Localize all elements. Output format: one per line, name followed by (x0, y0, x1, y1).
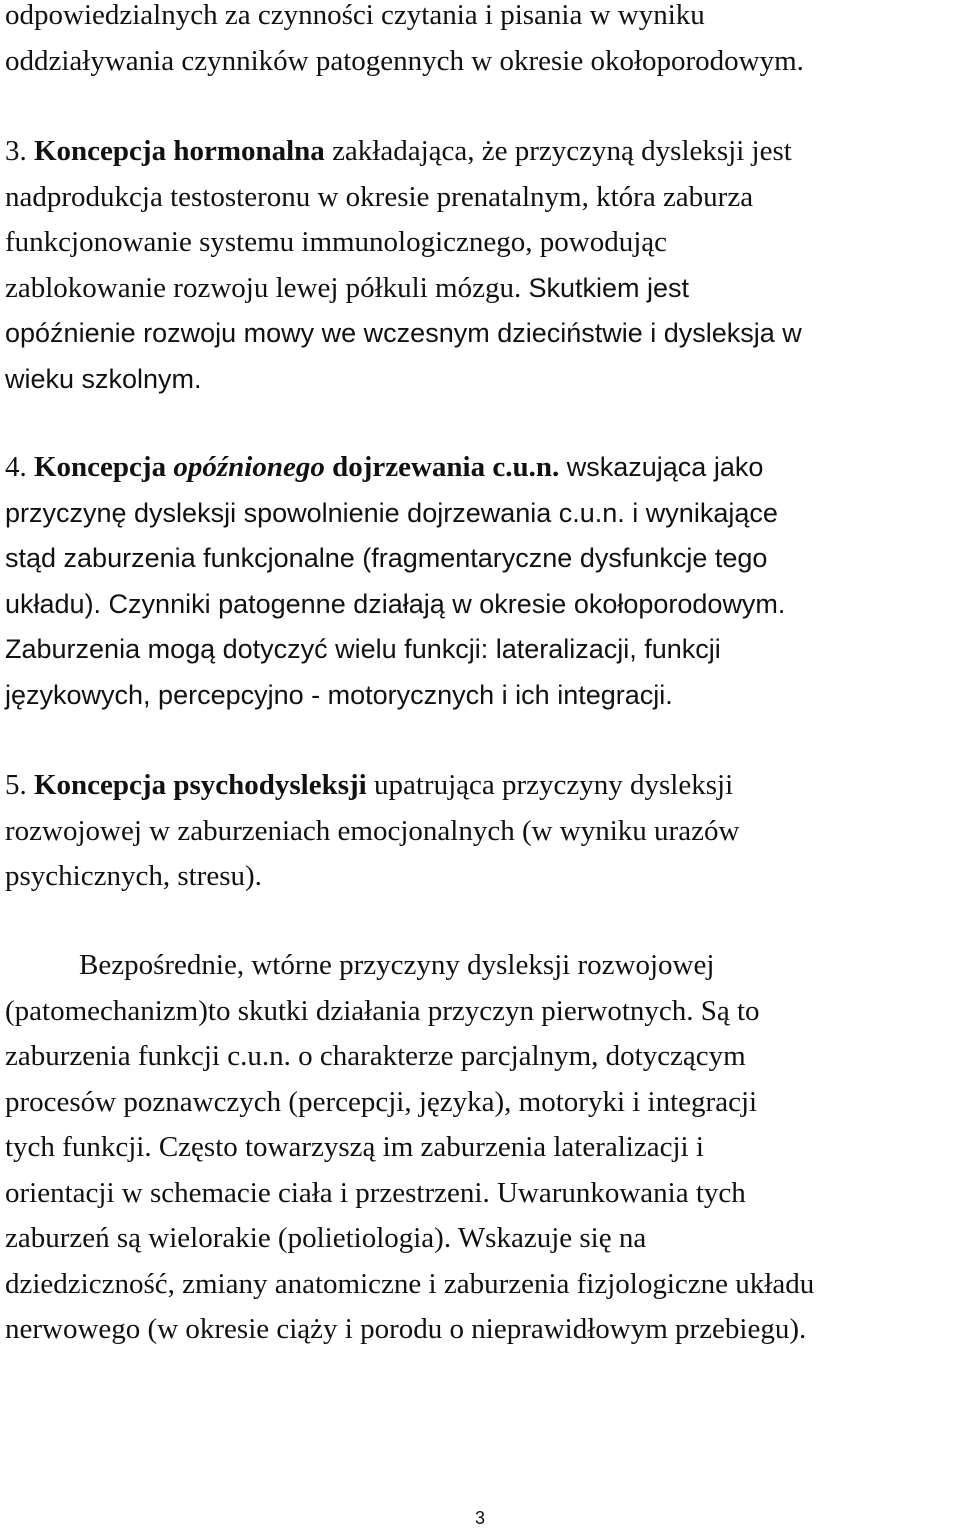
text-line: Zaburzenia mogą dotyczyć wielu funkcji: lateralizacji, funkcji (5, 634, 721, 664)
text-line: orientacji w schemacie ciała i przestrzeni. Uwarunkowania tych (5, 1176, 746, 1209)
text-line: Bezpośrednie, wtórne przyczyny dysleksji rozwojowej (79, 949, 715, 981)
text-line: wieku szkolnym. (5, 363, 202, 394)
text-line: przyczynę dysleksji spowolnienie dojrzewania c.u.n. i wynikające (5, 497, 778, 528)
text-line: oddziaływania czynników patogennych w okresie okołoporodowym. (5, 44, 804, 77)
text-line (5, 763, 739, 809)
text-line: rozwojowej w zaburzeniach emocjonalnych (w wyniku urazów (5, 814, 740, 847)
item-5-paragraph (5, 763, 739, 900)
item-4-paragraph (5, 445, 785, 718)
item-title: Koncepcja hormonalna (34, 135, 325, 167)
text-line: dziedziczność, zmiany anatomiczne i zaburzenia fizjologiczne układu (5, 1267, 815, 1300)
text-line: (patomechanizm)to skutki działania przyczyn pierwotnych. Są to (5, 994, 760, 1027)
item-3-paragraph (5, 129, 802, 402)
item-number: 5. (5, 769, 34, 801)
text-line (5, 445, 785, 491)
text-line: językowych, percepcyjno - motorycznych i ich integracji. (5, 679, 673, 710)
text-line: funkcjonowanie systemu immunologicznego, powodując (5, 226, 668, 258)
continuation-paragraph (5, 0, 804, 84)
item-number: 4. (5, 451, 34, 483)
text-line: zaburzeń są wielorakie (polietiologia). Wskazuje się na (5, 1222, 647, 1254)
text-line: stąd zaburzenia funkcjonalne (fragmentaryczne dysfunkcje tego (5, 543, 768, 573)
item-number: 3. (5, 135, 34, 167)
text-line: psychicznych, stresu). (5, 860, 262, 892)
item-title: Koncepcja (34, 451, 174, 483)
item-title: Koncepcja psychodysleksji (34, 769, 367, 801)
text-fragment: Skutkiem jest (528, 272, 690, 303)
text-fragment: zablokowanie rozwoju lewej półkuli mózgu. (5, 271, 529, 304)
text-line: nadprodukcja testosteronu w okresie prenatalnym, która zaburza (5, 180, 754, 213)
text-line: zaburzenia funkcji c.u.n. o charakterze parcjalnym, dotyczącym (5, 1040, 746, 1072)
text-line: procesów poznawczych (percepcji, języka), motoryki i integracji (5, 1085, 758, 1118)
text-fragment: zakładająca, że przyczyną dysleksji jest (324, 135, 792, 167)
item-title-italic: opóźnionego (173, 451, 325, 483)
text-line: odpowiedzialnych za czynności czytania i pisania w wyniku (5, 0, 705, 31)
text-fragment: wskazująca jako (559, 452, 764, 482)
text-line: opóźnienie rozwoju mowy we wczesnym dzieciństwie i dysleksja w (5, 318, 802, 348)
text-line: tych funkcji. Często towarzyszą im zaburzenia lateralizacji i (5, 1131, 704, 1163)
text-line: nerwowego (w okresie ciąży i porodu o nieprawidłowym przebiegu). (5, 1313, 807, 1345)
item-title: dojrzewania c.u.n. (324, 451, 560, 483)
text-line: układu). Czynniki patogenne działają w okresie okołoporodowym. (5, 588, 786, 619)
closing-paragraph (5, 943, 814, 1353)
page-number: 3 (474, 1508, 485, 1528)
text-line (5, 266, 802, 312)
text-fragment: upatrująca przyczyny dysleksji (366, 769, 734, 801)
text-line (5, 129, 802, 175)
